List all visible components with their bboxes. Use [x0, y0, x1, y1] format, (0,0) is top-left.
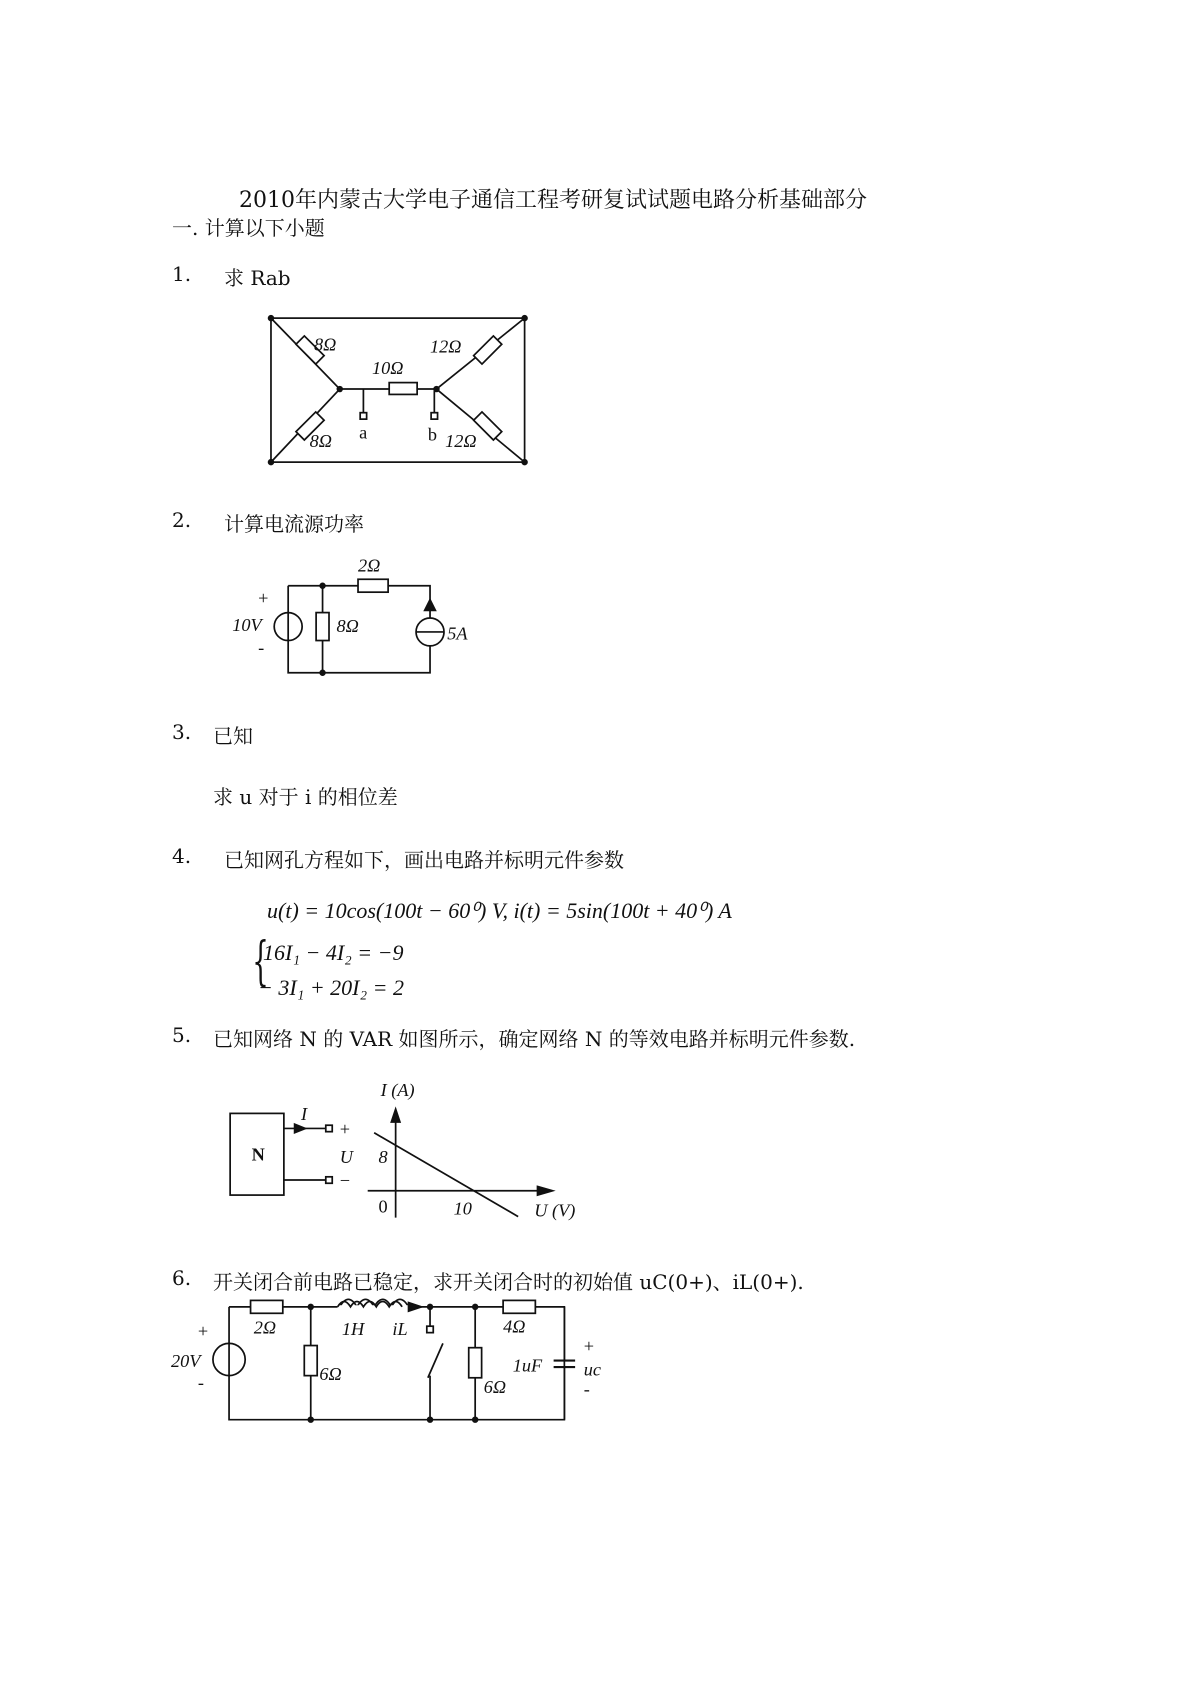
minus-sign: − — [339, 1170, 351, 1191]
q4-equation-ui: u(t) = 10cos(100t − 60⁰) V, i(t) = 5sin(100t + 40⁰) A — [267, 898, 732, 923]
resistor-label: 6Ω — [483, 1376, 507, 1397]
q1-text: 求 Rab — [224, 266, 291, 290]
q6-number: 6. — [172, 1266, 192, 1290]
network-n-label: N — [251, 1144, 265, 1165]
inductor-label: 1H — [341, 1318, 365, 1339]
voltage-source-label: 20V — [171, 1351, 201, 1372]
x-intercept-label: 10 — [453, 1198, 472, 1219]
y-intercept-label: 8 — [378, 1146, 388, 1167]
q3-text: 已知 — [213, 724, 253, 748]
resistor-label: 8Ω — [313, 334, 337, 355]
voltage-source-label: 10V — [232, 614, 262, 635]
capacitor-voltage-label: uc — [583, 1359, 601, 1380]
resistor-label: 8Ω — [309, 431, 333, 452]
equation-brace: { — [252, 932, 269, 992]
resistor-label: 8Ω — [336, 615, 359, 636]
q5-network-var-diagram — [230, 1080, 575, 1221]
q6-text: 开关闭合前电路已稳定，求开关闭合时的初始值 uC(0+)、iL(0+). — [213, 1270, 804, 1294]
resistor-label: 12Ω — [445, 431, 477, 452]
q2-current-source-circuit — [232, 556, 468, 676]
y-axis-label: I (A) — [380, 1080, 415, 1101]
resistor-label: 2Ω — [358, 555, 381, 576]
plus-sign: + — [197, 1320, 209, 1341]
plus-sign: + — [339, 1118, 351, 1139]
section-heading: 一. 计算以下小题 — [172, 216, 325, 240]
resistor-label: 12Ω — [430, 336, 462, 357]
resistor-label: 4Ω — [503, 1316, 526, 1337]
q2-text: 计算电流源功率 — [224, 512, 364, 536]
q3-number: 3. — [172, 720, 192, 744]
current-source-label: 5A — [447, 623, 468, 644]
resistor-label: 10Ω — [371, 358, 404, 378]
inductor-current-label: iL — [392, 1318, 408, 1339]
q2-number: 2. — [172, 508, 192, 532]
minus-sign: - — [197, 1372, 204, 1393]
page-title: 2010年内蒙古大学电子通信工程考研复试试题电路分析基础部分 — [239, 188, 867, 213]
minus-sign: - — [258, 637, 265, 658]
x-axis-label: U (V) — [534, 1200, 576, 1221]
plus-sign: + — [583, 1335, 595, 1356]
q1-number: 1. — [172, 262, 192, 286]
terminal-a-label: a — [359, 422, 368, 443]
q5-text: 已知网络 N 的 VAR 如图所示，确定网络 N 的等效电路并标明元件参数. — [213, 1027, 856, 1051]
origin-label: 0 — [378, 1196, 388, 1217]
voltage-label: U — [339, 1146, 353, 1167]
current-label: I — [301, 1103, 308, 1124]
minus-sign: - — [583, 1378, 590, 1399]
q1-bridge-circuit — [268, 315, 528, 465]
resistor-label: 6Ω — [319, 1363, 342, 1384]
q6-switch-circuit — [171, 1299, 601, 1423]
q4-number: 4. — [172, 844, 192, 868]
q4-equation-1: 16I₁ − 4I₂ = −9 — [263, 940, 404, 965]
capacitor-label: 1uF — [512, 1355, 543, 1376]
resistor-label: 2Ω — [253, 1317, 277, 1338]
q4-text: 已知网孔方程如下，画出电路并标明元件参数 — [224, 848, 624, 872]
terminal-b-label: b — [427, 424, 438, 445]
plus-sign: + — [258, 587, 269, 608]
q5-number: 5. — [172, 1023, 192, 1047]
q4-equation-2: − 3I₁ + 20I₂ = 2 — [258, 975, 404, 1000]
q3-subtext: 求 u 对于 i 的相位差 — [213, 785, 398, 809]
